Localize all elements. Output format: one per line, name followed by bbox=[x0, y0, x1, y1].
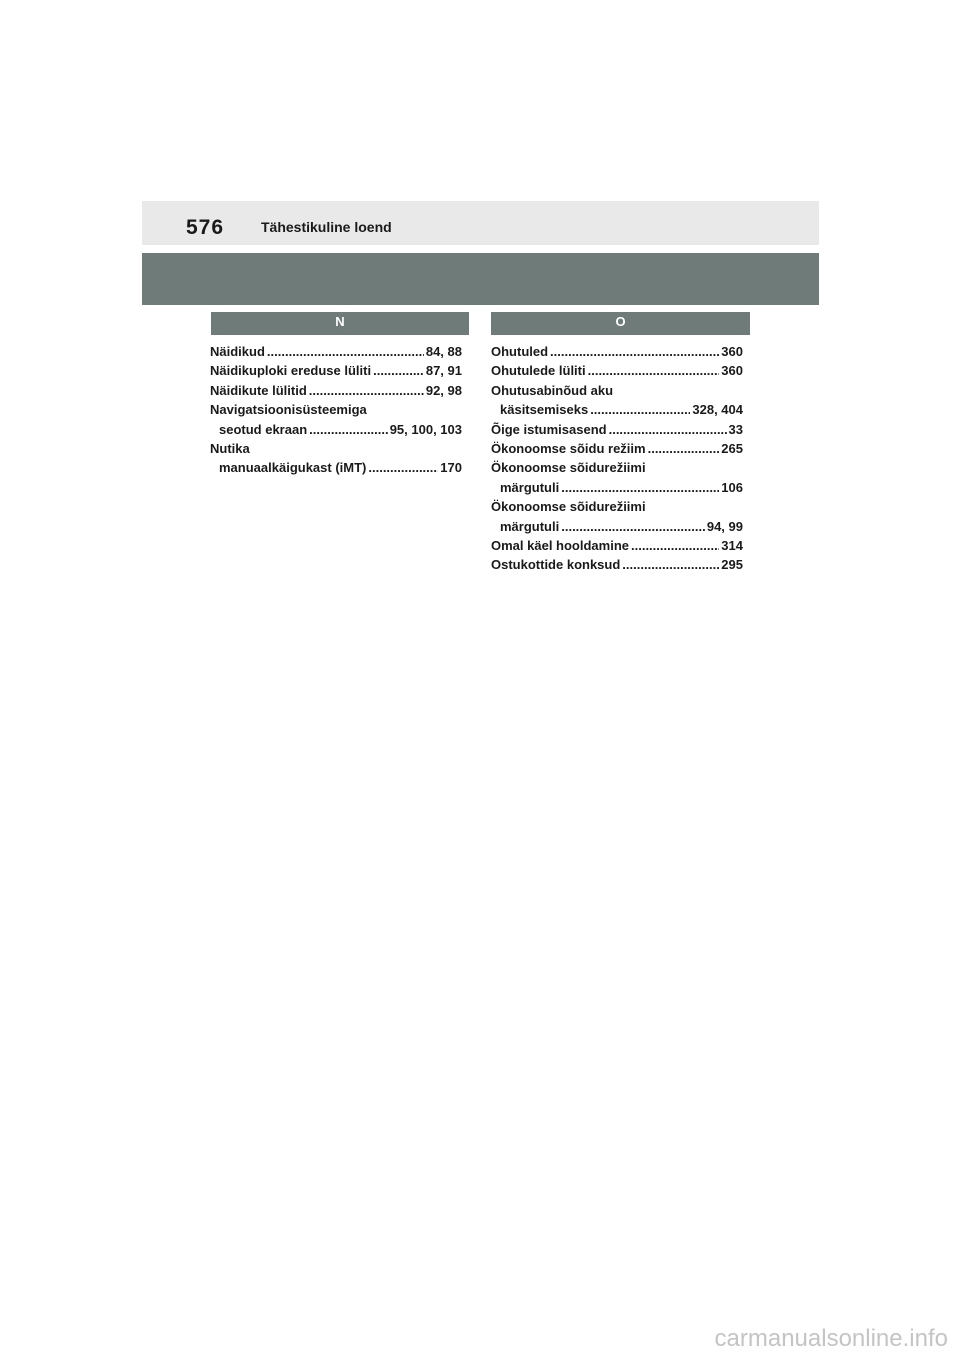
index-entry bbox=[210, 439, 462, 478]
header-band bbox=[142, 253, 819, 305]
index-entry-pages: 33 bbox=[728, 421, 743, 437]
index-entry-subterm bbox=[491, 400, 743, 419]
letter-heading-n: N bbox=[211, 312, 469, 335]
dot-leader bbox=[631, 536, 719, 555]
index-entry bbox=[491, 420, 743, 439]
dot-leader bbox=[622, 555, 719, 574]
index-entry-term bbox=[491, 381, 743, 400]
index-entry-text: Ohutusabinõud aku bbox=[491, 382, 614, 398]
index-entry bbox=[491, 458, 743, 497]
index-entry-text: Ökonoomse sõidurežiimi bbox=[491, 499, 646, 515]
index-entry-subterm bbox=[210, 458, 462, 477]
index-entry-text: Näidikute lülitid bbox=[210, 382, 307, 398]
index-entry-text: seotud ekraan bbox=[219, 421, 308, 437]
index-entry-pages: 360 bbox=[721, 363, 743, 379]
index-entry-term bbox=[210, 361, 462, 380]
index-entry-term bbox=[491, 555, 743, 574]
index-entry-pages: 314 bbox=[721, 538, 743, 554]
dot-leader bbox=[590, 400, 690, 419]
index-entry bbox=[491, 536, 743, 555]
dot-leader bbox=[609, 420, 727, 439]
index-entry-text: käsitsemiseks bbox=[500, 402, 589, 418]
index-entry-subterm bbox=[491, 478, 743, 497]
index-entry-text: märgutuli bbox=[500, 518, 560, 534]
index-entry-term bbox=[491, 497, 743, 516]
dot-leader bbox=[648, 439, 720, 458]
index-entry-text: manuaalkäigukast (iMT) bbox=[219, 460, 367, 476]
dot-leader bbox=[368, 458, 438, 477]
index-entry-text: Ökonoomse sõidurežiimi bbox=[491, 460, 646, 476]
index-entry-subterm bbox=[491, 517, 743, 536]
watermark-text: carmanualsonline.info bbox=[714, 1325, 948, 1352]
index-entry-pages: 92, 98 bbox=[425, 382, 462, 398]
index-entry-text: Näidikud bbox=[210, 344, 265, 359]
index-column-o bbox=[491, 342, 743, 575]
dot-leader bbox=[588, 361, 720, 380]
index-entry-text: Ostukottide konksud bbox=[491, 557, 621, 573]
section-title: Tähestikuline loend bbox=[261, 219, 392, 235]
index-entry-text: Ohutuled bbox=[491, 344, 549, 359]
index-entry-text: Navigatsioonisüsteemiga bbox=[210, 402, 367, 418]
letter-heading-o: O bbox=[491, 312, 750, 335]
index-entry bbox=[210, 342, 462, 361]
index-entry-term bbox=[491, 361, 743, 380]
header-bar bbox=[142, 201, 819, 245]
index-entry-text: Omal käel hooldamine bbox=[491, 538, 629, 554]
index-entry-pages: 328, 404 bbox=[692, 402, 743, 418]
index-entry-term bbox=[491, 536, 743, 555]
index-column-n bbox=[210, 342, 462, 478]
index-entry-pages: 84, 88 bbox=[425, 344, 462, 359]
index-entry bbox=[491, 342, 743, 361]
page-number: 576 bbox=[186, 216, 225, 239]
index-entry bbox=[491, 361, 743, 380]
index-entry-text: Õige istumisasend bbox=[491, 421, 607, 437]
index-entry-pages: 295 bbox=[721, 557, 743, 573]
index-entry-term bbox=[491, 439, 743, 458]
index-entry bbox=[210, 361, 462, 380]
index-entry-text: Nutika bbox=[210, 441, 250, 457]
index-entry bbox=[491, 497, 743, 536]
index-entry-text: märgutuli bbox=[500, 479, 560, 495]
index-entry-pages: 170 bbox=[440, 460, 462, 476]
index-entry-text: Näidikuploki ereduse lüliti bbox=[210, 363, 372, 379]
index-entry-pages: 87, 91 bbox=[425, 363, 462, 379]
index-entry bbox=[491, 555, 743, 574]
index-entry-pages: 94, 99 bbox=[706, 518, 743, 534]
dot-leader bbox=[550, 342, 719, 361]
index-entry bbox=[491, 439, 743, 458]
dot-leader bbox=[309, 420, 388, 439]
index-entry-term bbox=[210, 381, 462, 400]
index-entry-subterm bbox=[210, 420, 462, 439]
dot-leader bbox=[309, 381, 424, 400]
index-entry-term bbox=[210, 342, 462, 361]
index-entry-pages: 106 bbox=[721, 479, 743, 495]
index-entry-term bbox=[210, 400, 462, 419]
index-entry-pages: 265 bbox=[721, 441, 743, 457]
index-entry-term bbox=[491, 342, 743, 361]
dot-leader bbox=[373, 361, 424, 380]
dot-leader bbox=[561, 478, 719, 497]
index-entry-text: Ökonoomse sõidu režiim bbox=[491, 441, 646, 457]
index-entry bbox=[491, 381, 743, 420]
index-entry-term bbox=[210, 439, 462, 458]
dot-leader bbox=[561, 517, 705, 536]
dot-leader bbox=[267, 342, 424, 361]
index-entry bbox=[210, 381, 462, 400]
index-entry bbox=[210, 400, 462, 439]
index-entry-term bbox=[491, 420, 743, 439]
index-entry-term bbox=[491, 458, 743, 477]
index-entry-text: Ohutulede lüliti bbox=[491, 363, 586, 379]
index-entry-pages: 95, 100, 103 bbox=[389, 421, 462, 437]
index-entry-pages: 360 bbox=[721, 344, 743, 359]
